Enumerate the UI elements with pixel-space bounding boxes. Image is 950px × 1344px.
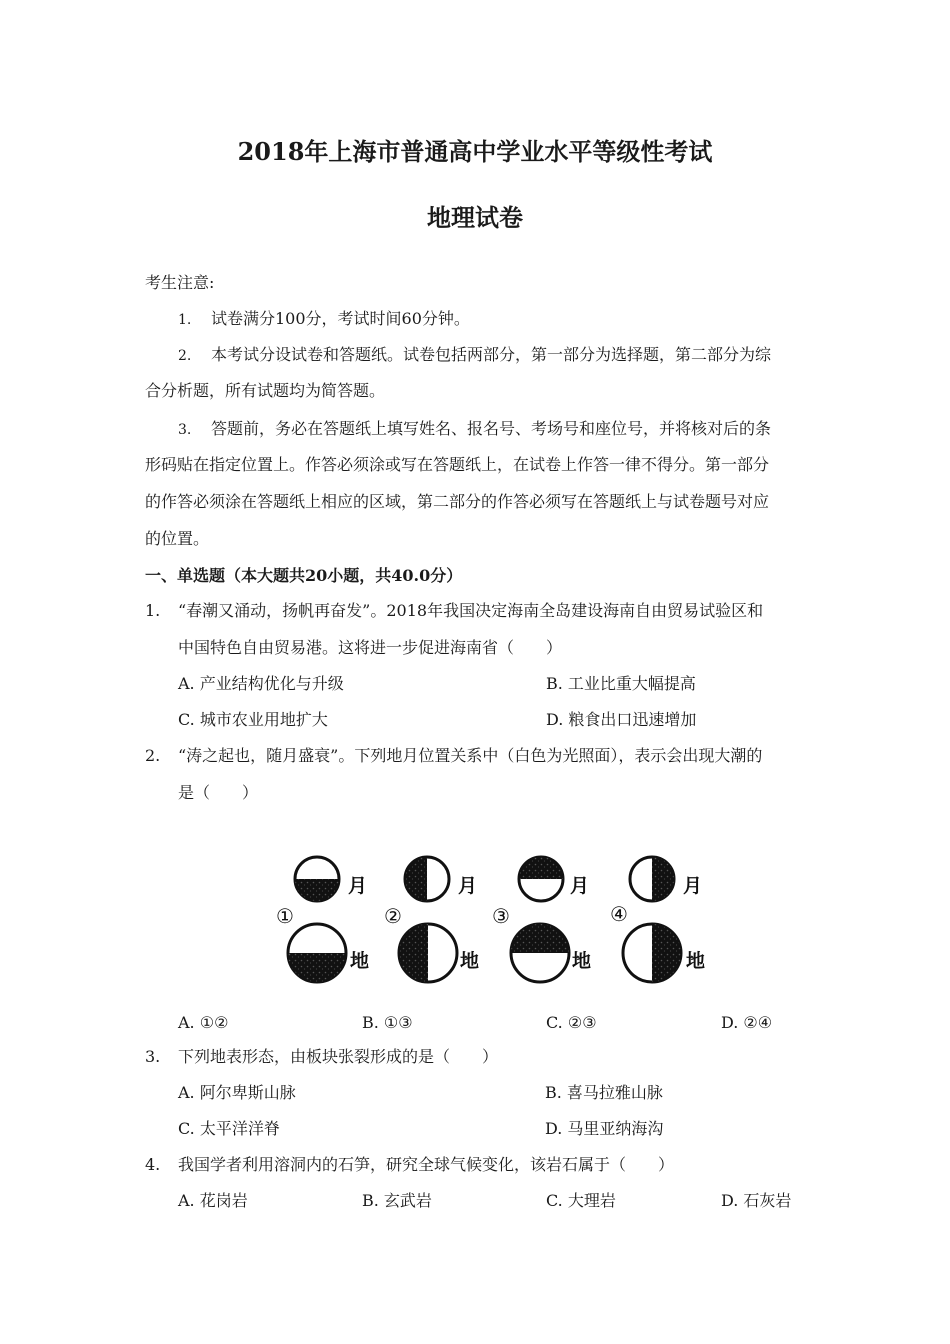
option-b[interactable]: B. 工业比重大幅提高 <box>546 674 696 693</box>
option-a[interactable]: A. 产业结构优化与升级 <box>178 674 344 693</box>
earth-moon-figure <box>270 845 715 985</box>
earth-label: 地 <box>572 950 592 972</box>
question-text: 是（ ） <box>178 783 259 802</box>
exam-title: 2018年上海市普通高中学业水平等级性考试 <box>237 137 713 166</box>
notice-item-text: 的作答必须涂在答题纸上相应的区域，第二部分的作答必须写在答题纸上与试卷题号对应 <box>145 492 770 511</box>
option-d[interactable]: D. ②④ <box>721 1013 773 1032</box>
question-number: 3. <box>145 1047 161 1066</box>
panel-marker: ④ <box>610 902 628 926</box>
panel-marker: ③ <box>492 904 510 928</box>
earth-label: 地 <box>350 950 370 972</box>
notice-item-text: 合分析题，所有试题均为简答题。 <box>145 381 386 400</box>
notice-item-number: 3. <box>178 422 192 438</box>
question-number: 1. <box>145 601 161 620</box>
option-b[interactable]: B. 玄武岩 <box>362 1191 432 1210</box>
option-c[interactable]: C. 城市农业用地扩大 <box>178 710 328 729</box>
notice-item-number: 1. <box>178 312 192 328</box>
moon-icon <box>630 857 674 901</box>
moon-icon <box>519 857 563 901</box>
moon-label: 月 <box>458 875 478 897</box>
option-a[interactable]: A. 阿尔卑斯山脉 <box>178 1083 296 1102</box>
option-c[interactable]: C. 大理岩 <box>546 1191 616 1210</box>
panel-marker: ② <box>384 904 402 928</box>
moon-icon <box>295 857 339 901</box>
question-text: “涛之起也，随月盛衰”。下列地月位置关系中（白色为光照面），表示会出现大潮的 <box>178 746 763 765</box>
notice-item-text: 试卷满分100分，考试时间60分钟。 <box>211 309 470 328</box>
earth-label: 地 <box>686 950 706 972</box>
notice-heading: 考生注意: <box>145 273 215 292</box>
moon-icon <box>405 857 449 901</box>
notice-item-text: 形码贴在指定位置上。作答必须涂或写在答题纸上，在试卷上作答一律不得分。第一部分 <box>145 455 770 474</box>
option-d[interactable]: D. 粮食出口迅速增加 <box>546 710 697 729</box>
panel-marker: ① <box>276 904 294 928</box>
option-a[interactable]: A. 花岗岩 <box>178 1191 248 1210</box>
section-heading: 一、单选题（本大题共20小题，共40.0分） <box>145 566 463 585</box>
option-d[interactable]: D. 马里亚纳海沟 <box>545 1119 664 1138</box>
exam-subtitle: 地理试卷 <box>427 203 523 232</box>
question-number: 4. <box>145 1155 161 1174</box>
earth-icon <box>288 924 346 982</box>
question-text: “春潮又涌动，扬帆再奋发”。2018年我国决定海南全岛建设海南自由贸易试验区和 <box>178 601 764 620</box>
question-text: 中国特色自由贸易港。这将进一步促进海南省（ ） <box>178 638 563 657</box>
option-b[interactable]: B. ①③ <box>362 1013 413 1032</box>
panel-2 <box>384 857 479 982</box>
option-c[interactable]: C. 太平洋洋脊 <box>178 1119 280 1138</box>
moon-label: 月 <box>570 875 590 897</box>
earth-icon <box>623 924 681 982</box>
option-b[interactable]: B. 喜马拉雅山脉 <box>545 1083 663 1102</box>
option-c[interactable]: C. ②③ <box>546 1013 597 1032</box>
option-a[interactable]: A. ①② <box>178 1013 229 1032</box>
notice-item-text: 本考试分设试卷和答题纸。试卷包括两部分，第一部分为选择题，第二部分为综 <box>211 345 772 364</box>
option-d[interactable]: D. 石灰岩 <box>721 1191 792 1210</box>
question-number: 2. <box>145 746 161 765</box>
earth-label: 地 <box>460 950 480 972</box>
panel-3 <box>492 857 591 982</box>
panel-1 <box>276 857 369 982</box>
question-text: 下列地表形态，由板块张裂形成的是（ ） <box>178 1047 499 1066</box>
notice-item-text: 答题前，务必在答题纸上填写姓名、报名号、考场号和座位号，并将核对后的条 <box>211 419 772 438</box>
notice-item-number: 2. <box>178 348 192 364</box>
earth-icon <box>399 924 457 982</box>
notice-item-text: 的位置。 <box>145 529 210 548</box>
question-text: 我国学者利用溶洞内的石笋，研究全球气候变化，该岩石属于（ ） <box>178 1155 675 1174</box>
moon-label: 月 <box>683 875 703 897</box>
moon-label: 月 <box>348 875 368 897</box>
panel-4 <box>610 857 705 982</box>
earth-icon <box>511 924 569 982</box>
